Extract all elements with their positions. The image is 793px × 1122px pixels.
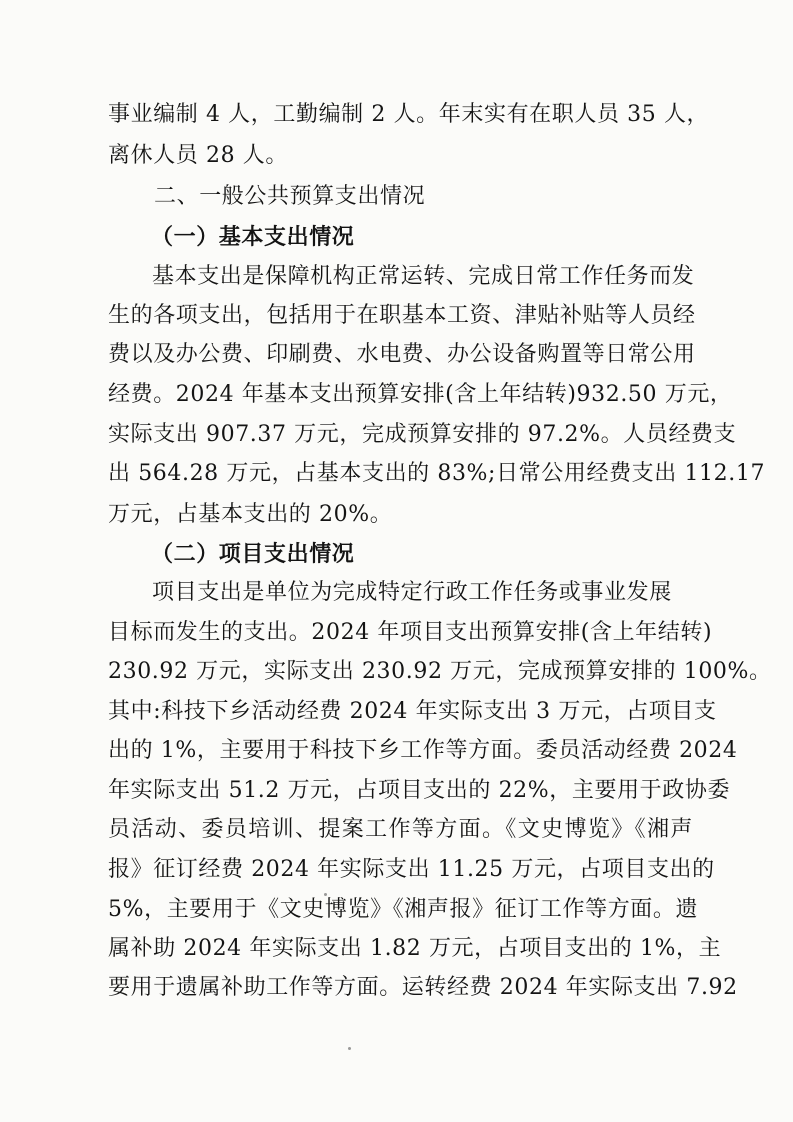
body-line: 基本支出是保障机构正常运转、完成日常工作任务而发 <box>152 264 695 289</box>
body-line: 费以及办公费、印刷费、水电费、办公设备购置等日常公用 <box>108 342 696 367</box>
body-line: 出的 1%，主要用于科技下乡工作等方面。委员活动经费 2024 <box>108 738 738 763</box>
body-line: 其中:科技下乡活动经费 2024 年实际支出 3 万元，占项目支 <box>108 699 717 724</box>
scan-speck <box>324 893 327 896</box>
body-line: 要用于遗属补助工作等方面。运转经费 2024 年实际支出 7.92 <box>108 975 738 1000</box>
body-line: 属补助 2024 年实际支出 1.82 万元，占项目支出的 1%，主 <box>108 936 722 961</box>
body-line: 万元，占基本支出的 20%。 <box>108 502 393 527</box>
body-line: 事业编制 4 人，工勤编制 2 人。年末实有在职人员 35 人， <box>108 102 710 127</box>
body-line: 实际支出 907.37 万元，完成预算安排的 97.2%。人员经费支 <box>108 422 737 447</box>
scan-speck <box>348 1047 351 1050</box>
body-line: 5%，主要用于《文史博览》《湘声报》征订工作等方面。遗 <box>108 897 699 922</box>
body-line: 230.92 万元，实际支出 230.92 万元，完成预算安排的 100%。 <box>108 659 772 684</box>
body-line: 目标而发生的支出。2024 年项目支出预算安排(含上年结转) <box>108 620 713 645</box>
body-line: 员活动、委员培训、提案工作等方面。《文史博览》《湘声 <box>108 817 693 842</box>
body-line: 报》征订经费 2024 年实际支出 11.25 万元，占项目支出的 <box>108 857 715 882</box>
body-line: 经费。2024 年基本支出预算安排(含上年结转)932.50 万元， <box>108 382 733 407</box>
section-heading: 二、一般公共预算支出情况 <box>154 184 426 209</box>
body-line: 生的各项支出，包括用于在职基本工资、津贴补贴等人员经 <box>108 303 696 328</box>
body-line: 离休人员 28 人。 <box>108 143 288 168</box>
body-line: 项目支出是单位为完成特定行政工作任务或事业发展 <box>152 580 672 605</box>
subsection-heading: （一）基本支出情况 <box>151 224 355 250</box>
subsection-heading: （二）项目支出情况 <box>151 541 355 567</box>
body-line: 年实际支出 51.2 万元，占项目支出的 22%，主要用于政协委 <box>108 778 731 803</box>
body-line: 出 564.28 万元，占基本支出的 83%;日常公用经费支出 112.17 <box>108 461 766 486</box>
